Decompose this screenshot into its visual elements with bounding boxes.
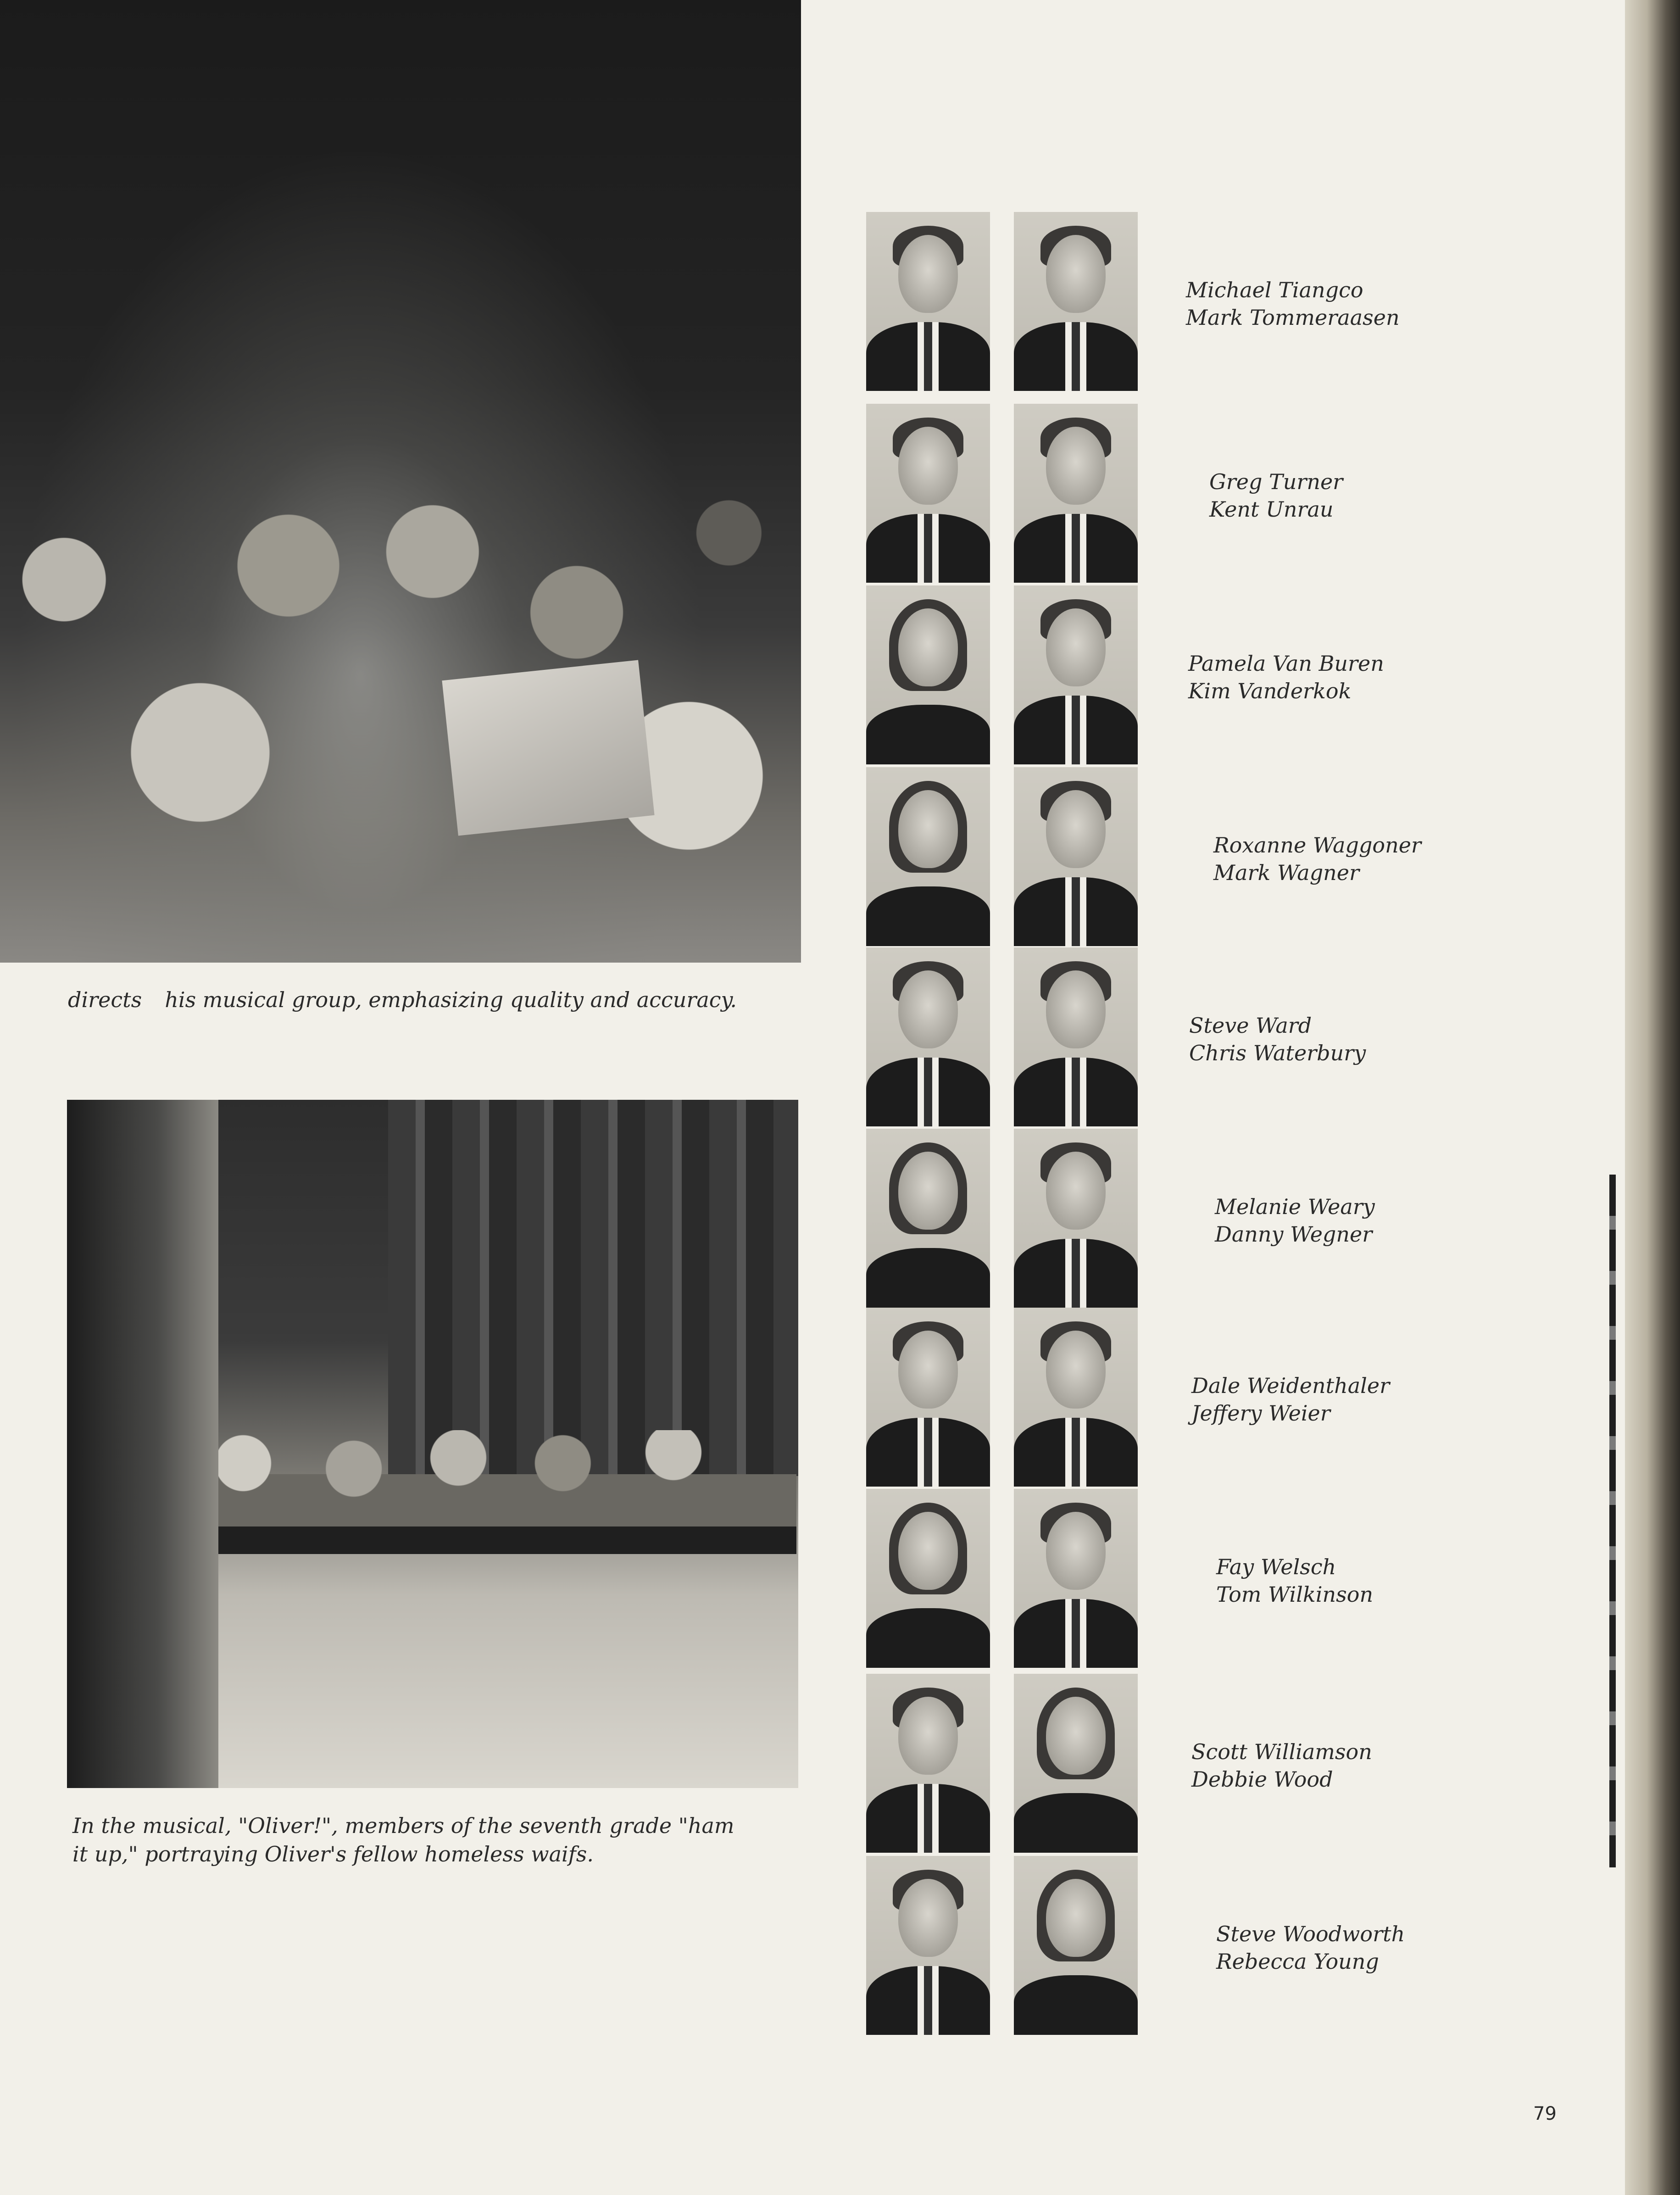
director-figure — [67, 1100, 218, 1788]
portrait-names — [1189, 1012, 1366, 1067]
caption-line-2: it up," portraying Oliver's fellow homeless waifs. — [72, 1842, 594, 1866]
student-name: Debbie Wood — [1191, 1767, 1333, 1792]
book-binding — [1625, 0, 1680, 2195]
student-name: Scott Williamson — [1191, 1739, 1372, 1764]
stage-bench — [168, 1526, 796, 1554]
student-portrait — [866, 947, 990, 1126]
portrait-names — [1215, 1193, 1375, 1248]
student-name: Jeffery Weier — [1191, 1401, 1330, 1426]
student-name: Chris Waterbury — [1189, 1041, 1366, 1065]
student-portrait — [866, 212, 990, 391]
student-name: Pamela Van Buren — [1188, 651, 1384, 676]
student-portrait — [866, 585, 990, 764]
student-portrait — [866, 1489, 990, 1668]
student-portrait — [866, 1674, 990, 1853]
band-photo-caption — [68, 986, 802, 1014]
student-name: Steve Woodworth — [1216, 1922, 1405, 1946]
musical-photo — [67, 1100, 798, 1788]
caption-line-1: In the musical, "Oliver!", members of the seventh grade "ham — [72, 1813, 734, 1838]
student-name: Mark Wagner — [1213, 860, 1360, 885]
student-portrait — [1014, 585, 1138, 764]
student-portrait — [1014, 1856, 1138, 2035]
musical-photo-caption — [72, 1811, 807, 1868]
student-name: Kent Unrau — [1209, 497, 1334, 522]
portrait-names — [1191, 1372, 1390, 1427]
student-name: Rebecca Young — [1216, 1949, 1379, 1974]
student-name: Melanie Weary — [1215, 1194, 1375, 1219]
student-portrait — [866, 1856, 990, 2035]
student-name: Roxanne Waggoner — [1213, 833, 1421, 858]
student-name: Tom Wilkinson — [1216, 1582, 1374, 1607]
student-name: Mark Tommeraasen — [1186, 305, 1400, 330]
caption-rest: his musical group, emphasizing quality and accuracy. — [165, 987, 737, 1012]
student-name: Greg Turner — [1209, 469, 1343, 494]
stage-curtain — [388, 1100, 798, 1476]
band-members — [0, 496, 801, 963]
band-photo — [0, 0, 801, 963]
caption-lead: directs — [68, 987, 142, 1012]
student-name: Dale Weidenthaler — [1191, 1373, 1390, 1398]
portrait-names — [1216, 1553, 1373, 1608]
portrait-names — [1216, 1920, 1405, 1975]
student-portrait — [866, 1308, 990, 1487]
portrait-names — [1191, 1738, 1372, 1793]
portrait-names — [1188, 650, 1384, 705]
portrait-names — [1186, 276, 1400, 331]
music-stand — [442, 660, 654, 836]
student-name: Danny Wegner — [1215, 1222, 1373, 1247]
student-portrait — [1014, 767, 1138, 946]
portrait-names — [1209, 468, 1343, 523]
student-portrait — [866, 1129, 990, 1308]
student-portrait — [1014, 1308, 1138, 1487]
student-portrait — [1014, 1674, 1138, 1853]
student-portrait — [866, 767, 990, 946]
binding-strip — [1609, 1175, 1616, 1867]
student-name: Steve Ward — [1189, 1013, 1312, 1038]
student-name: Kim Vanderkok — [1188, 679, 1352, 703]
student-portrait — [866, 404, 990, 583]
student-portrait — [1014, 212, 1138, 391]
student-portrait — [1014, 1129, 1138, 1308]
portrait-names — [1213, 831, 1421, 886]
page-number: 79 — [1533, 2103, 1557, 2124]
student-portrait — [1014, 1489, 1138, 1668]
cast-members — [182, 1430, 796, 1540]
student-portrait — [1014, 404, 1138, 583]
student-portrait — [1014, 947, 1138, 1126]
student-name: Fay Welsch — [1216, 1554, 1336, 1579]
student-name: Michael Tiangco — [1186, 278, 1363, 302]
